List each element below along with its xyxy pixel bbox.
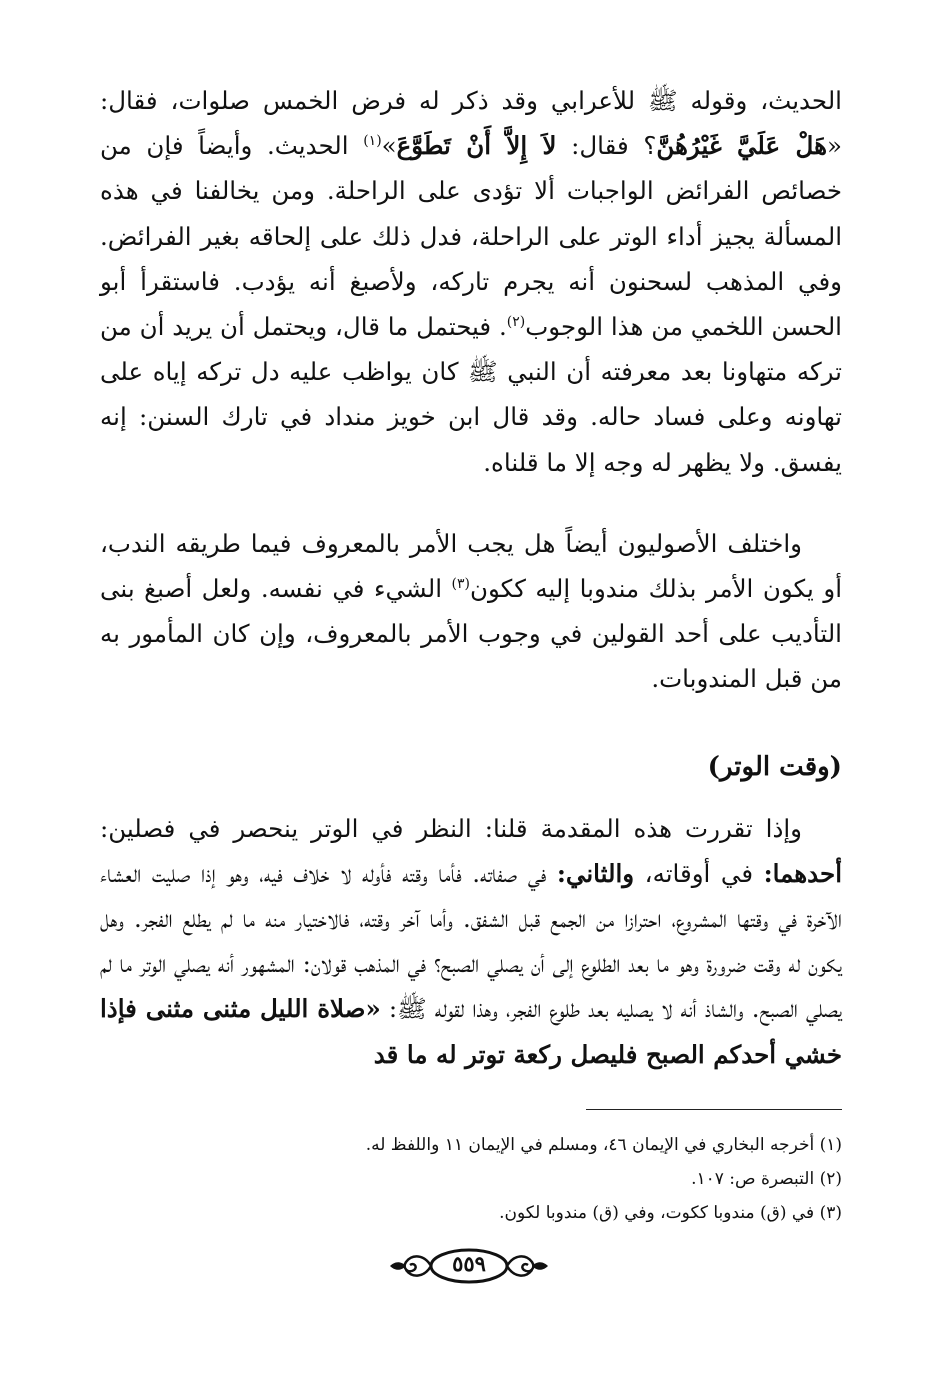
footnotes [365, 1128, 842, 1230]
paragraph-2: واختلف الأصوليون أيضاً هل يجب الأمر بالمعروف فيما طريقه الندب، أو يكون الأمر بذلك مندوبا إليه ككون$^{(٣)}$ الشيء في نفسه. ولعل أصبغ بنى التأديب على أحد القولين في وجوب الأمر بالمعروف، وإن كان المأمور به من قبل المندوبات. [100, 528, 842, 694]
footnote-ref-2: (٢) [506, 313, 526, 330]
page-body [100, 78, 842, 1077]
footnote-ref-1: (١) [363, 133, 382, 150]
paragraph-1: الحديث، وقوله ﷺ للأعرابي وقد ذكر له فرض الخمس صلوات، فقال: «هَلْ عَلَيَّ غَيْرُهُنَّ؟ فقال: لاَ إِلاَّ أَنْ تَطَوَّعَ»$^{(١)}$ الحديث. وأيضاً فإن من خصائص الفرائض الواجبات ألا تؤدى على الراحلة. ومن يخالفنا في هذه المسألة يجيز أداء الوتر على الراحلة، فدل ذلك على إلحاقه بغير الفرائض. وفي المذهب لسحنون أنه يجرم تاركه، ولأصبغ أنه يؤدب. فاستقرأ أبو الحسن اللخمي من هذا الوجوب$^{(٢)}$. فيحتمل ما قال، ويحتمل أن يريد أن من تركه متهاونا بعد معرفته أن النبي ﷺ كان يواظب عليه دل تركه إياه على تهاونه وعلى فساد حاله. وقد قال ابن خويز منداد في تارك السنن: إنه يفسق. ولا يظهر له وجه إلا ما قلناه. [100, 86, 842, 477]
page-number: ٥٥٩ [452, 1251, 486, 1276]
footnote-3: (٣) في (ق) مندوبا ككوت، وفي (ق) مندوبا لكون. [499, 1203, 842, 1223]
hadith-question: هَلْ عَلَيَّ غَيْرُهُنَّ [656, 131, 827, 161]
footnote-2: (٢) التبصرة ص: ١٠٧. [691, 1169, 842, 1189]
hadith-quote: «صلاة الليل مثنى مثنى فإذا خشي أحدكم الصبح فليصل ركعة توتر له ما قد [100, 994, 842, 1069]
footnote-divider [586, 1109, 842, 1110]
section-heading: (وقت الوتر) [707, 751, 842, 782]
page-number-ornament [384, 1244, 554, 1288]
hadith-answer: لاَ إِلاَّ أَنْ تَطَوَّعَ [396, 131, 557, 161]
footnote-1: (١) أخرجه البخاري في الإيمان ٤٦، ومسلم في الإيمان ١١ واللفظ له. [365, 1135, 842, 1155]
footnote-ref-3: (٣) [451, 575, 471, 592]
paragraph-3: وإذا تقررت هذه المقدمة قلنا: النظر في الوتر ينحصر في فصلين: أحدهما: في أوقاته، والثاني: في صفاته. فأما وقته فأوله لا خلاف فيه، وهو إذا صليت العشاء الآخرة في وقتها المشروع، احترازا من الجمع قبل الشفق. وأما آخر وقته، فالاختيار منه ما لم يطلع الفجر. وهل يكون له وقت ضرورة وهو ما بعد الطلوع إلى أن يصلي الصبح؟ في المذهب قولان: المشهور أنه يصلي الوتر ما لم يصلي الصبح. والشاذ أنه لا يصليه بعد طلوع الفجر، وهذا لقوله ﷺ: «صلاة الليل مثنى مثنى فإذا خشي أحدكم الصبح فليصل ركعة توتر له ما قد [100, 813, 842, 1069]
